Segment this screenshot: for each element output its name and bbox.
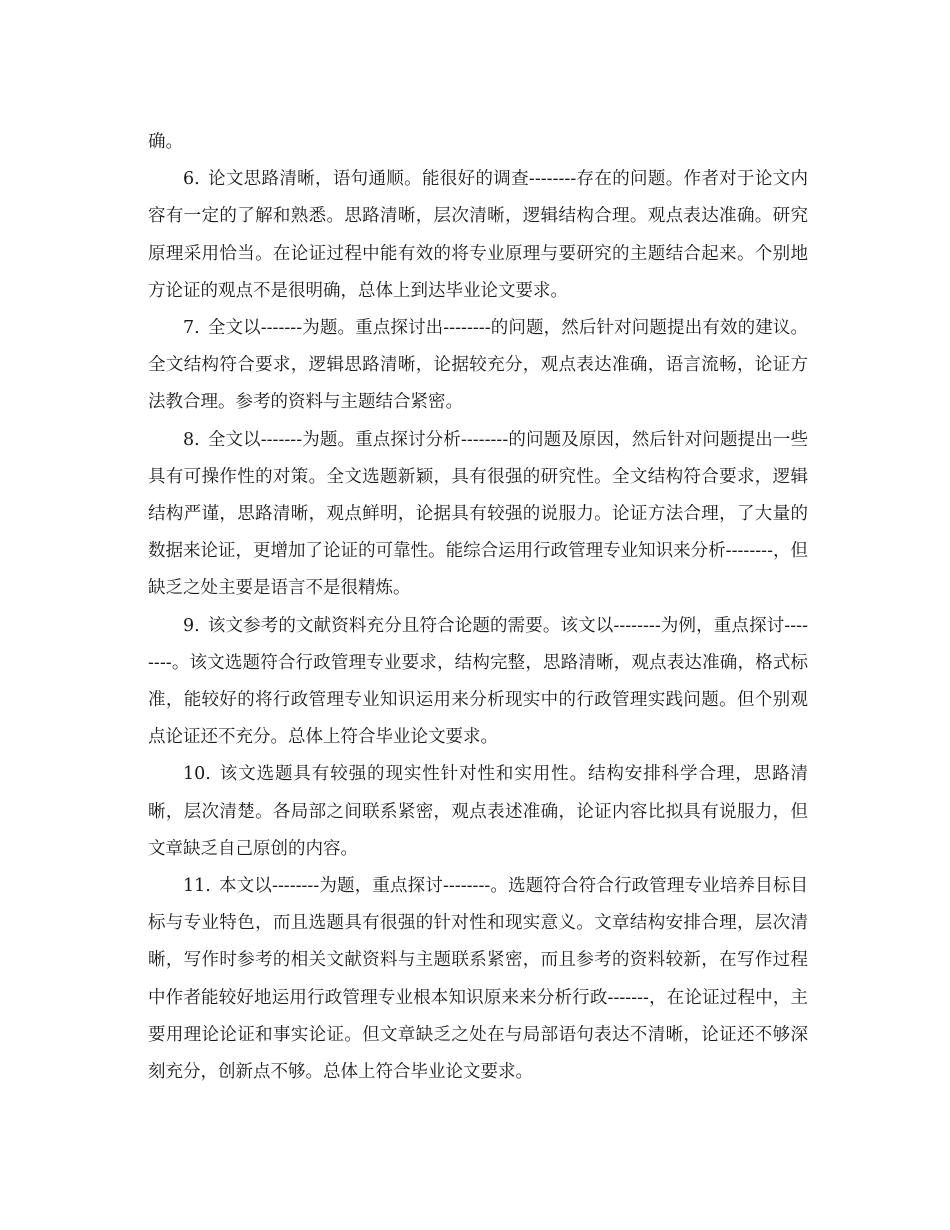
comment-text: 全文以-------为题。重点探讨出--------的问题，然后针对问题提出有效的建议。全文结构符合要求，逻辑思路清晰，论据较充分，观点表达准确，语言流畅，论证方法教合理。参考的资料与主题结合紧密。 xyxy=(148,318,808,413)
comment-paragraph-7 xyxy=(148,310,808,422)
comment-text: 全文以-------为题。重点探讨分析--------的问题及原因，然后针对问题提出一些具有可操作性的对策。全文选题新颖，具有很强的研究性。全文结构符合要求，逻辑结构严谨，思路清晰，观点鲜明，论据具有较强的说服力。论证方法合理，了大量的数据来论证，更增加了论证的可靠性。能综合运用行政管理专业知识来分析--------，但缺乏之处主要是语言不是很精炼。 xyxy=(148,429,808,599)
comment-paragraph-9 xyxy=(148,608,808,757)
comment-number: 11. xyxy=(183,876,211,897)
comment-text: 该文选题具有较强的现实性针对性和实用性。结构安排科学合理，思路清晰，层次清楚。各局部之间联系紧密，观点表述准确，论证内容比拟具有说服力，但文章缺乏自己原创的内容。 xyxy=(148,764,808,859)
comment-text: 论文思路清晰，语句通顺。能很好的调查--------存在的问题。作者对于论文内容有一定的了解和熟悉。思路清晰，层次清晰，逻辑结构合理。观点表达准确。研究原理采用恰当。在论证过程中能有效的将专业原理与要研究的主题结合起来。个别地方论证的观点不是很明确，总体上到达毕业论文要求。 xyxy=(148,169,808,301)
comment-paragraph-6 xyxy=(148,161,808,310)
comment-paragraph-11 xyxy=(148,868,808,1091)
continuation-text: 确。 xyxy=(148,132,183,152)
comment-text: 本文以--------为题，重点探讨--------。选题符合符合行政管理专业培养目标目标与专业特色，而且选题具有很强的针对性和现实意义。文章结构安排合理，层次清晰，写作时参考的相关文献资料与主题联系紧密，而且参考的资料较新，在写作过程中作者能较好地运用行政管理专业根本知识原来来分析行政-------，在论证过程中，主要用理论论证和事实论证。但文章缺乏之处在与局部语句表达不清晰，论证还不够深刻充分，创新点不够。总体上符合毕业论文要求。 xyxy=(148,876,808,1083)
comment-number: 7. xyxy=(183,318,200,339)
comment-text: 该文参考的文献资料充分且符合论题的需要。该文以--------为例，重点探讨--------。该文选题符合行政管理专业要求，结构完整，思路清晰，观点表达准确，格式标准，能较好的将行政管理专业知识运用来分析现实中的行政管理实践问题。但个别观点论证还不充分。总体上符合毕业论文要求。 xyxy=(148,615,808,748)
comment-number: 10. xyxy=(183,764,211,785)
comment-number: 8. xyxy=(183,429,200,450)
comment-paragraph-10 xyxy=(148,756,808,868)
document-body xyxy=(148,124,808,1091)
comment-paragraph-8 xyxy=(148,422,808,608)
comment-number: 9. xyxy=(183,615,200,636)
comment-number: 6. xyxy=(183,169,200,190)
